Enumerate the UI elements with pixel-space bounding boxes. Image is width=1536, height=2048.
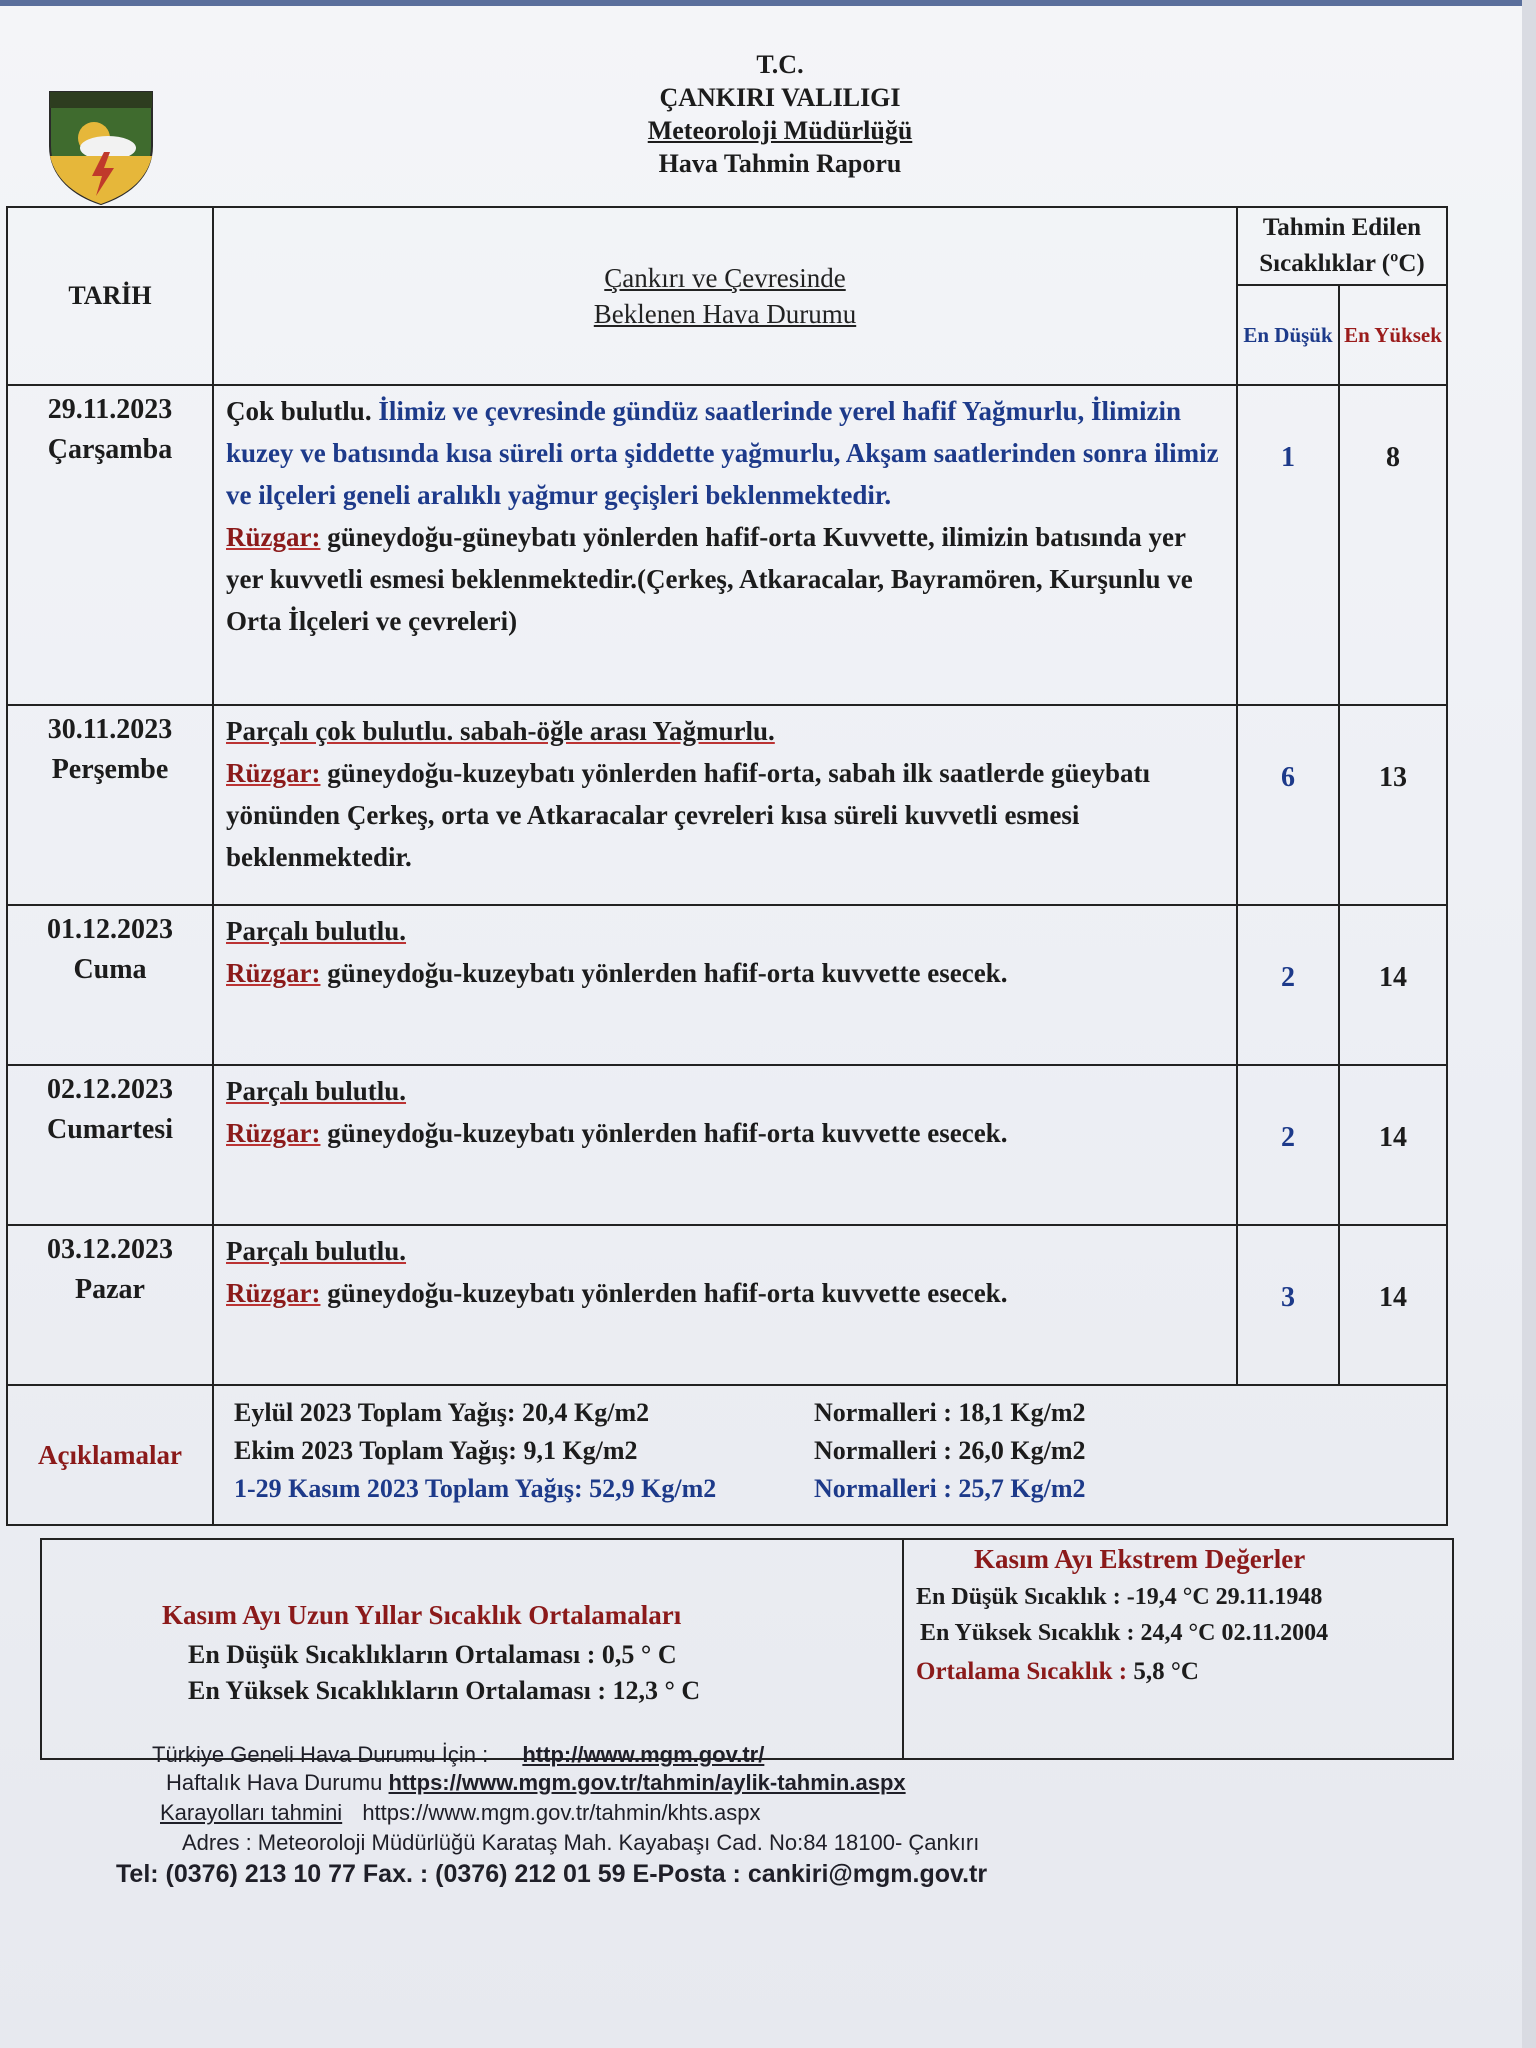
row-high-temp: 14 xyxy=(1339,1065,1447,1225)
note-total: 1-29 Kasım 2023 Toplam Yağış: 52,9 Kg/m2 xyxy=(234,1474,717,1503)
row-low-temp: 2 xyxy=(1237,905,1339,1065)
row-sky: Parçalı bulutlu. xyxy=(226,1076,407,1106)
footer-roads-label: Karayolları tahmini xyxy=(160,1800,343,1825)
row-sky: Çok bulutlu. xyxy=(226,396,372,426)
row-day: Çarşamba xyxy=(47,434,173,465)
climate-summary xyxy=(40,1538,1454,1760)
row-wind-label: Rüzgar: xyxy=(226,522,321,552)
longterm-title: Kasım Ayı Uzun Yıllar Sıcaklık Ortalamaları xyxy=(162,1600,682,1630)
extreme-average-label: Ortalama Sıcaklık : xyxy=(916,1658,1128,1685)
extreme-title: Kasım Ayı Ekstrem Değerler xyxy=(974,1544,1306,1574)
note-total: Eylül 2023 Toplam Yağış: 20,4 Kg/m2 xyxy=(234,1398,650,1427)
footer-line-weekly xyxy=(166,1770,906,1796)
row-day: Cuma xyxy=(73,954,147,985)
link-monthly-forecast[interactable]: https://www.mgm.gov.tr/tahmin/aylik-tahmin.aspx xyxy=(388,1770,906,1795)
row-low-temp: 2 xyxy=(1237,1065,1339,1225)
footer-line-roads xyxy=(160,1800,760,1826)
note-line xyxy=(234,1470,1426,1508)
header-governorate: ÇANKIRI VALILIGI xyxy=(659,83,901,112)
row-date: 29.11.2023 xyxy=(47,394,173,425)
col-header-high: En Yüksek xyxy=(1339,285,1447,385)
col-header-date: TARİH xyxy=(7,207,213,385)
row-description xyxy=(213,905,1237,1065)
row-low-temp: 6 xyxy=(1237,705,1339,905)
header-line-tc: T.C. xyxy=(756,50,804,79)
col-header-desc-line2: Beklenen Hava Durumu xyxy=(593,299,857,329)
footer-contact: Tel: (0376) 213 10 77 Fax. : (0376) 212 01 59 E-Posta : cankiri@mgm.gov.tr xyxy=(116,1860,988,1888)
longterm-high: En Yüksek Sıcaklıkların Ortalaması : 12,3 ° C xyxy=(188,1676,701,1705)
row-wind: güneydoğu-kuzeybatı yönlerden hafif-orta kuvvette esecek. xyxy=(327,1118,1008,1148)
row-date-cell xyxy=(7,705,213,905)
row-sky: Parçalı çok bulutlu. sabah-öğle arası Yağmurlu. xyxy=(226,716,775,746)
row-date-cell xyxy=(7,1065,213,1225)
row-date: 30.11.2023 xyxy=(47,714,173,745)
row-description xyxy=(213,705,1237,905)
row-date: 01.12.2023 xyxy=(47,914,173,945)
window-top-strip xyxy=(0,0,1536,6)
report-header xyxy=(560,48,1000,180)
row-description xyxy=(213,1225,1237,1385)
row-sky: Parçalı bulutlu. xyxy=(226,1236,407,1266)
row-wind-label: Rüzgar: xyxy=(226,1118,321,1148)
col-header-desc-line1: Çankırı ve Çevresinde xyxy=(604,263,846,293)
row-low-temp: 1 xyxy=(1237,385,1339,705)
col-header-description xyxy=(213,207,1237,385)
forecast-table xyxy=(6,206,1448,1526)
note-normal: Normalleri : 18,1 Kg/m2 xyxy=(814,1398,1086,1427)
row-date: 03.12.2023 xyxy=(47,1234,173,1265)
footer-address: Adres : Meteoroloji Müdürlüğü Karataş Mah. Kayabaşı Cad. No:84 18100- Çankırı xyxy=(182,1830,980,1855)
notes-label: Açıklamalar xyxy=(7,1385,213,1525)
row-day: Pazar xyxy=(75,1274,145,1305)
note-normal: Normalleri : 25,7 Kg/m2 xyxy=(814,1474,1086,1503)
extreme-low: En Düşük Sıcaklık : -19,4 °C 29.11.1948 xyxy=(916,1584,1323,1610)
longterm-averages-box xyxy=(42,1540,904,1758)
row-date: 02.12.2023 xyxy=(47,1074,173,1105)
link-roads-forecast[interactable]: https://www.mgm.gov.tr/tahmin/khts.aspx xyxy=(362,1800,761,1825)
row-wind-label: Rüzgar: xyxy=(226,1278,321,1308)
table-row xyxy=(7,905,1447,1065)
note-line xyxy=(234,1432,1426,1470)
extreme-values-box xyxy=(904,1540,1452,1758)
row-wind: güneydoğu-kuzeybatı yönlerden hafif-orta kuvvette esecek. xyxy=(327,958,1008,988)
table-row xyxy=(7,1225,1447,1385)
footer-weekly-label: Haftalık Hava Durumu xyxy=(166,1770,383,1795)
notes-row xyxy=(7,1385,1447,1525)
link-mgm-home[interactable]: http://www.mgm.gov.tr/ xyxy=(522,1742,765,1767)
row-date-cell xyxy=(7,385,213,705)
row-high-temp: 8 xyxy=(1339,385,1447,705)
footer-general-label: Türkiye Geneli Hava Durumu İçin : xyxy=(152,1742,489,1767)
notes-content xyxy=(213,1385,1447,1525)
row-day: Perşembe xyxy=(51,754,169,785)
row-wind: güneydoğu-kuzeybatı yönlerden hafif-orta kuvvette esecek. xyxy=(327,1278,1008,1308)
table-row xyxy=(7,1065,1447,1225)
col-header-temperature: Tahmin Edilen Sıcaklıklar (ºC) xyxy=(1237,207,1447,285)
footer-line-general xyxy=(152,1742,764,1768)
row-wind-label: Rüzgar: xyxy=(226,758,321,788)
row-high-temp: 13 xyxy=(1339,705,1447,905)
row-description xyxy=(213,1065,1237,1225)
row-high-temp: 14 xyxy=(1339,905,1447,1065)
row-date-cell xyxy=(7,1225,213,1385)
row-detail: İlimiz ve çevresinde gündüz saatlerinde yerel hafif Yağmurlu, İlimizin kuzey ve batısında kısa süreli orta şiddette yağmurlu, Akşam saatlerinden sonra ilimiz ve ilçeleri geneli aralıklı yağmur geçişleri beklenmektedir. xyxy=(226,396,1219,510)
row-high-temp: 14 xyxy=(1339,1225,1447,1385)
row-description xyxy=(213,385,1237,705)
longterm-low: En Düşük Sıcaklıkların Ortalaması : 0,5 ° C xyxy=(188,1640,677,1669)
window-right-edge xyxy=(1522,0,1536,2048)
table-row xyxy=(7,385,1447,705)
note-total: Ekim 2023 Toplam Yağış: 9,1 Kg/m2 xyxy=(234,1436,638,1465)
header-directorate: Meteoroloji Müdürlüğü xyxy=(647,116,913,145)
extreme-high: En Yüksek Sıcaklık : 24,4 °C 02.11.2004 xyxy=(920,1620,1329,1646)
row-date-cell xyxy=(7,905,213,1065)
row-wind: güneydoğu-kuzeybatı yönlerden hafif-orta, sabah ilk saatlerde güeybatı yönünden Çerkeş, orta ve Atkaracalar çevreleri kısa süreli kuvvetli esmesi beklenmektedir. xyxy=(226,758,1151,872)
row-sky: Parçalı bulutlu. xyxy=(226,916,407,946)
row-wind-label: Rüzgar: xyxy=(226,958,321,988)
row-wind: güneydoğu-güneybatı yönlerden hafif-orta Kuvvette, ilimizin batısında yer yer kuvvetli esmesi beklenmektedir.(Çerkeş, Atkaracalar, Bayramören, Kurşunlu ve Orta İlçeleri ve çevreleri) xyxy=(226,522,1193,636)
meteorology-logo xyxy=(46,86,156,206)
row-low-temp: 3 xyxy=(1237,1225,1339,1385)
note-normal: Normalleri : 26,0 Kg/m2 xyxy=(814,1436,1086,1465)
col-header-low: En Düşük xyxy=(1237,285,1339,385)
header-report-title: Hava Tahmin Raporu xyxy=(658,149,902,178)
extreme-average-value: 5,8 °C xyxy=(1133,1658,1199,1685)
table-row xyxy=(7,705,1447,905)
note-line xyxy=(234,1394,1426,1432)
row-day: Cumartesi xyxy=(47,1114,173,1145)
extreme-average xyxy=(916,1658,1199,1686)
